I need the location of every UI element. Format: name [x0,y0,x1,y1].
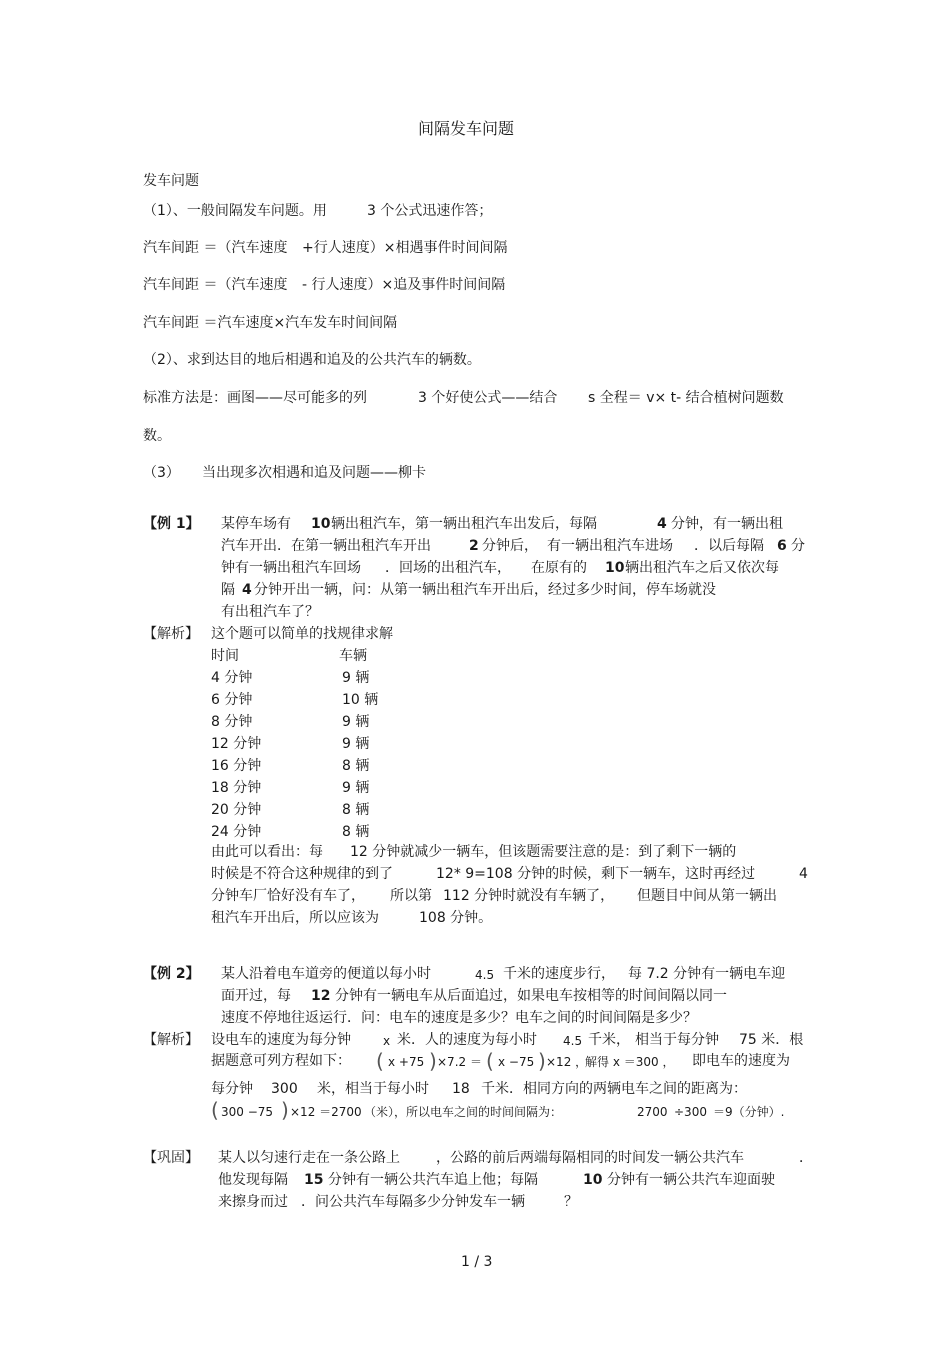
sol2-line2-d: x −75 [498,1055,535,1069]
method-text-d: 数。 [143,428,171,444]
ex2-line3: 速度不停地往返运行．问：电车的速度是多少？电车之间的时间间隔是多少？ [221,1010,697,1026]
table-row-cars: 10 辆 [342,692,379,708]
formula-2-left: 汽车间距 ＝（汽车速度 [143,277,288,293]
sol1-conclusion-1b: 12 分钟就减少一辆车，但该题需要注意的是：到了剩下一辆的 [350,844,737,860]
sol1-conclusion-1a: 由此可以看出：每 [211,844,323,860]
ex1-line2-d: 有一辆出租汽车进场 [547,538,673,554]
sol2-line1-c: 米．人的速度为每小时 [397,1032,537,1048]
point-3-label: （3） [143,465,180,481]
sol2-line1-a: 设电车的速度为每分钟 [211,1032,351,1048]
formula-3: 汽车间距 ＝汽车速度×汽车发车时间间隔 [143,315,398,331]
ex2-line1-c: 千米的速度步行， [503,966,615,982]
sol1-conclusion-3a: 分钟车厂恰好没有车了， [211,888,365,904]
table-row-cars: 9 辆 [342,670,370,686]
sol1-conclusion-4b: 108 分钟。 [419,910,493,926]
example-2-tag: 【例 2】 [143,966,200,982]
table-header-time: 时间 [211,648,239,664]
left-paren-2: ( [486,1049,494,1073]
sol2-line4-a: 300 −75 [221,1105,274,1119]
formula-1-right: +行人速度）×相遇事件时间间隔 [302,240,508,256]
table-row-cars: 8 辆 [342,824,370,840]
ex1-line5: 有出租汽车了？ [221,604,319,620]
cons-line1-c: ． [799,1150,813,1166]
cons-line2-d: 10 [583,1172,603,1188]
ex1-line2-f: 6 [777,538,787,554]
cons-line2-a: 他发现每隔 [218,1172,288,1188]
solution-2-tag: 【解析】 [143,1032,199,1048]
ex1-line4-a: 隔 [221,582,235,598]
sol2-line3-c: 米，相当于每小时 [317,1081,429,1097]
ex1-line2-g: 分 [791,538,805,554]
ex1-line2-a: 汽车开出．在第一辆出租汽车开出 [221,538,431,554]
formula-2-right: - 行人速度）×追及事件时间间隔 [302,277,506,293]
sol2-line3-e: 千米．相同方向的两辆电车之间的距离为： [481,1081,747,1097]
sol1-conclusion-3c: 112 分钟时就没有车辆了， [443,888,615,904]
sol1-conclusion-2c: 4 [799,866,808,882]
sol2-line2-c: ×7.2 ＝ [437,1055,482,1069]
ex1-line1-c: 辆出租汽车，第一辆出租汽车出发后，每隔 [331,516,597,532]
sol2-line4-d: 2700 [637,1105,668,1119]
table-row-time: 20 分钟 [211,802,262,818]
cons-line3-a: 来擦身而过 [218,1194,288,1210]
left-paren-3: ( [211,1098,219,1122]
sol2-line2-a: 据题意可列方程如下： [211,1053,351,1069]
page-title: 间隔发车问题 [418,119,515,138]
method-text-a: 标准方法是：画图——尽可能多的列 [143,390,367,406]
sol2-line1-f: 相当于每分钟 [635,1032,719,1048]
sol1-conclusion-3d: 但题目中间从第一辆出 [637,888,777,904]
sol2-line1-g: 75 米．根 [739,1032,804,1048]
ex1-line3-b: ．回场的出租汽车， [385,560,511,576]
cons-line1-a: 某人以匀速行走在一条公路上 [218,1150,400,1166]
right-paren-2: ) [538,1049,546,1073]
sol2-line1-d: 4.5 [563,1034,583,1048]
ex1-line2-c: 分钟后， [482,538,538,554]
sol2-line2-b: x +75 [388,1055,425,1069]
sol2-line3-b: 300 [271,1081,298,1097]
table-row-cars: 8 辆 [342,802,370,818]
ex2-line2-c: 分钟有一辆电车从后面追过，如果电车按相等的时间间隔以同一 [335,988,727,1004]
point-3-text: 当出现多次相遇和追及问题——柳卡 [202,465,426,481]
table-header-cars: 车辆 [339,648,367,664]
sol2-line2-e: ×12 ， [546,1055,588,1069]
consolidation-tag: 【巩固】 [143,1150,199,1166]
ex1-line2-b: 2 [469,538,479,554]
sol1-conclusion-3b: 所以第 [390,888,432,904]
point-1-text: （1）、一般间隔发车问题。用 [143,203,327,219]
ex2-line2-b: 12 [311,988,331,1004]
ex2-line1-b: 4.5 [475,968,495,982]
ex1-line1-d: 4 [657,516,667,532]
ex1-line4-c: 分钟开出一辆，问：从第一辆出租汽车开出后，经过多少时间，停车场就没 [254,582,716,598]
table-row-time: 4 分钟 [211,670,253,686]
sol2-line4-f: ＝9（分钟）. [713,1105,785,1119]
sol1-conclusion-2a: 时候是不符合这种规律的到了 [211,866,393,882]
table-row-time: 16 分钟 [211,758,262,774]
method-text-c: s 全程＝ v× t- 结合植树问题数 [588,390,784,406]
table-row-cars: 9 辆 [342,714,370,730]
sol2-line3-a: 每分钟 [211,1081,253,1097]
method-text-b: 3 个好使公式——结合 [418,390,558,406]
table-row-cars: 9 辆 [342,780,370,796]
table-row-time: 6 分钟 [211,692,253,708]
example-1-tag: 【例 1】 [143,516,200,532]
section-heading: 发车问题 [143,173,199,189]
ex1-line3-a: 钟有一辆出租汽车回场 [221,560,361,576]
ex1-line3-c: 在原有的 [531,560,587,576]
ex2-line1-d: 每 7.2 分钟有一辆电车迎 [628,966,786,982]
formula-1-left: 汽车间距 ＝（汽车速度 [143,240,288,256]
table-row-time: 18 分钟 [211,780,262,796]
ex2-line2-a: 面开过，每 [221,988,291,1004]
cons-line1-b: ，公路的前后两端每隔相同的时间发一辆公共汽车 [436,1150,744,1166]
table-row-cars: 8 辆 [342,758,370,774]
sol2-line2-f: 解得 x ＝300 ， [585,1055,675,1069]
solution-1-tag: 【解析】 [143,626,199,642]
ex1-line1-e: 分钟，有一辆出租 [671,516,783,532]
point-1-text-cont: 3 个公式迅速作答； [367,203,493,219]
right-paren-1: ) [429,1049,437,1073]
page-number: 1 / 3 [461,1254,493,1270]
cons-line2-e: 分钟有一辆公共汽车迎面驶 [607,1172,775,1188]
table-row-time: 24 分钟 [211,824,262,840]
sol2-line1-b: x [383,1034,391,1048]
point-2-text: （2）、求到达目的地后相遇和追及的公共汽车的辆数。 [143,352,481,368]
sol2-line4-b: ×12 ＝2700 [290,1105,362,1119]
sol2-line4-c: （米），所以电车之间的时间间隔为： [364,1105,563,1119]
sol1-conclusion-4a: 租汽车开出后，所以应该为 [211,910,379,926]
cons-line2-c: 分钟有一辆公共汽车追上他；每隔 [328,1172,538,1188]
sol2-line1-e: 千米， [588,1032,630,1048]
table-row-cars: 9 辆 [342,736,370,752]
left-paren-1: ( [376,1049,384,1073]
ex1-line3-d: 10 [605,560,625,576]
sol2-line3-d: 18 [452,1081,470,1097]
cons-line3-c: ？ [564,1194,578,1210]
right-paren-3: ) [281,1098,289,1122]
ex1-line3-e: 辆出租汽车之后又依次每 [625,560,779,576]
table-row-time: 8 分钟 [211,714,253,730]
cons-line2-b: 15 [304,1172,324,1188]
ex1-line4-b: 4 [242,582,252,598]
sol1-conclusion-2b: 12* 9=108 分钟的时候，剩下一辆车，这时再经过 [436,866,756,882]
table-row-time: 12 分钟 [211,736,262,752]
ex1-line1-b: 10 [311,516,331,532]
solution-1-intro: 这个题可以简单的找规律求解 [211,626,393,642]
sol2-line2-g: 即电车的速度为 [692,1053,790,1069]
ex1-line2-e: ．以后每隔 [694,538,764,554]
cons-line3-b: ．问公共汽车每隔多少分钟发车一辆 [301,1194,525,1210]
ex1-line1-a: 某停车场有 [221,516,291,532]
ex2-line1-a: 某人沿着电车道旁的便道以每小时 [221,966,431,982]
sol2-line4-e: ÷300 [674,1105,707,1119]
